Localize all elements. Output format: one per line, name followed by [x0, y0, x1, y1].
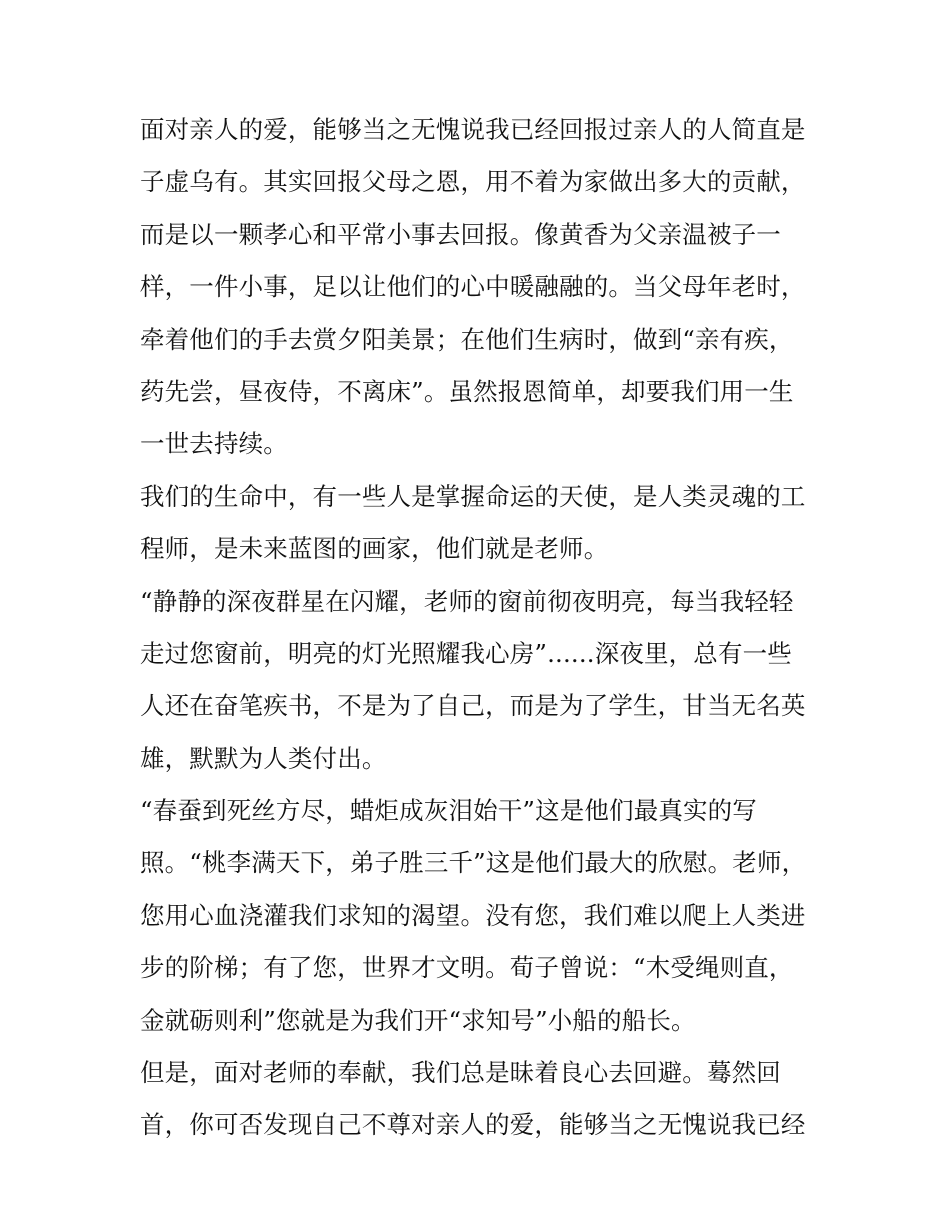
text-line: 样，一件小事，足以让他们的心中暖融融的。当父母年老时， — [140, 272, 806, 302]
text-line: 雄，默默为人类付出。 — [140, 743, 387, 773]
text-line: “春蚕到死丝方尽，蜡炬成灰泪始干”这是他们最真实的写 — [140, 796, 757, 826]
text-line: 但是，面对老师的奉献，我们总是昧着良心去回避。蓦然回 — [140, 1058, 781, 1088]
text-line: 我们的生命中，有一些人是掌握命运的天使，是人类灵魂的工 — [140, 481, 806, 511]
text-line: 面对亲人的爱，能够当之无愧说我已经回报过亲人的人简直是 — [140, 115, 806, 144]
text-line: 走过您窗前，明亮的灯光照耀我心房”......深夜里，总有一些 — [140, 638, 792, 668]
text-line: 牵着他们的手去赏夕阳美景；在他们生病时，做到“亲有疾， — [140, 324, 794, 354]
text-line: 程师，是未来蓝图的画家，他们就是老师。 — [140, 534, 609, 564]
text-line: 步的阶梯；有了您，世界才文明。荀子曾说：“木受绳则直， — [140, 953, 794, 983]
body-text — [140, 107, 830, 1155]
text-line: 您用心血浇灌我们求知的渴望。没有您，我们难以爬上人类进 — [140, 900, 806, 930]
text-line: 一世去持续。 — [140, 429, 288, 459]
text-line: 照。“桃李满天下，弟子胜三千”这是他们最大的欣慰。老师， — [140, 848, 807, 878]
text-line: 而是以一颗孝心和平常小事去回报。像黄香为父亲温被子一 — [140, 219, 781, 249]
text-line: 药先尝，昼夜侍，不离床”。虽然报恩简单，却要我们用一生 — [140, 376, 794, 406]
text-line: “静静的深夜群星在闪耀，老师的窗前彻夜明亮，每当我轻轻 — [140, 586, 794, 616]
text-line: 子虚乌有。其实回报父母之恩，用不着为家做出多大的贡献， — [140, 167, 806, 197]
text-line: 人还在奋笔疾书，不是为了自己，而是为了学生，甘当无名英 — [140, 691, 806, 721]
text-line: 首，你可否发现自己不尊对亲人的爱，能够当之无愧说我已经 — [140, 1110, 806, 1140]
text-line: 金就砺则利”您就是为我们开“求知号”小船的船长。 — [140, 1005, 696, 1035]
